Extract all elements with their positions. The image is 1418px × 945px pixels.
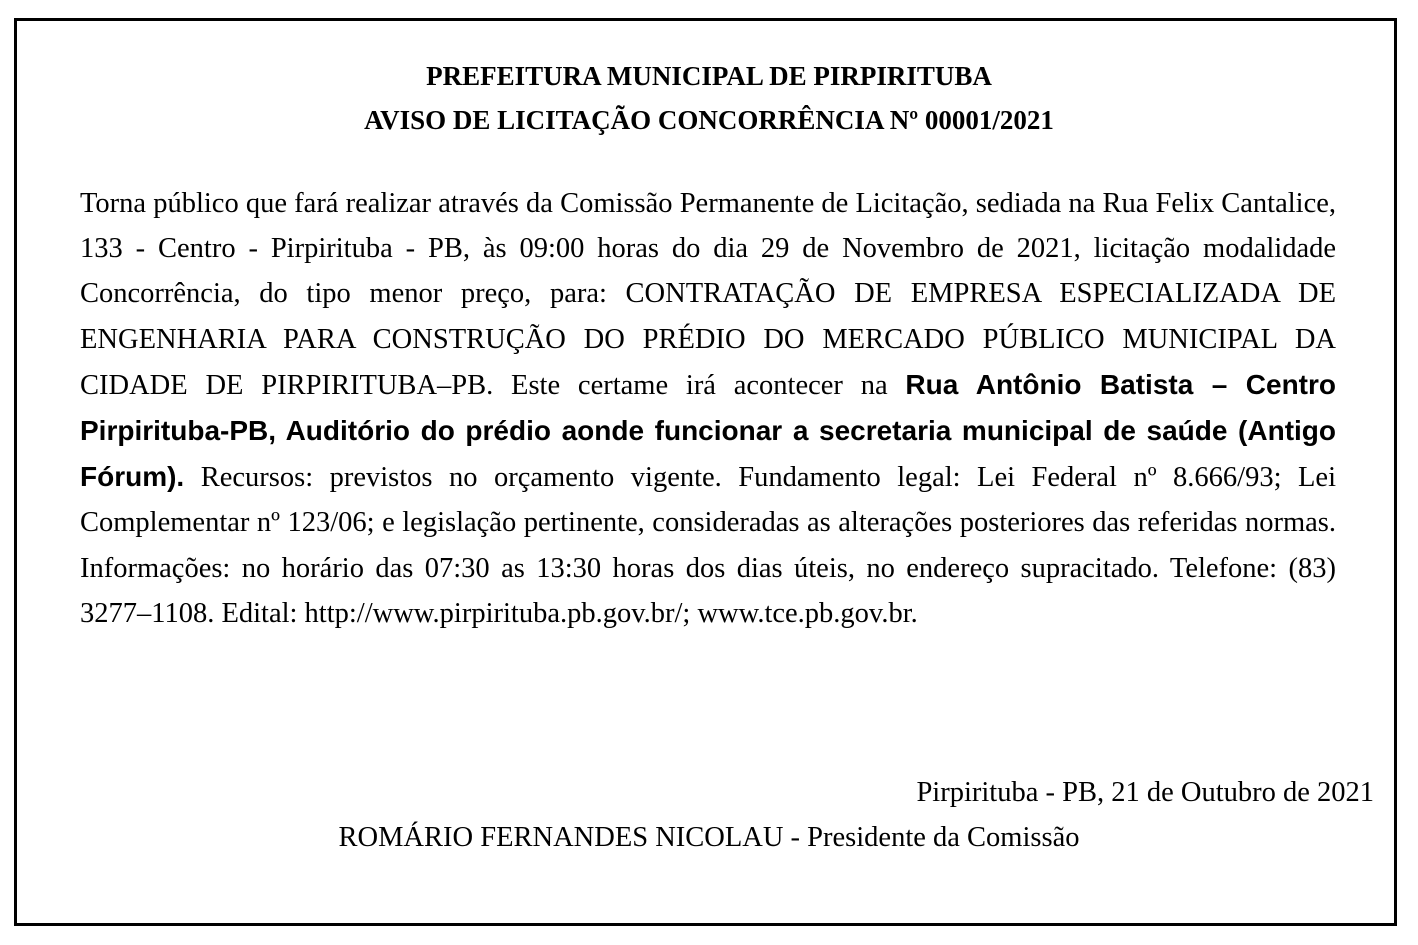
event-location: Rua Antônio Batista – Centro Pirpirituba-PB, Auditório do prédio aonde funcionar a secretaria municipal de saúde (Antigo Fórum).: [80, 368, 1336, 493]
notice-title: AVISO DE LICITAÇÃO CONCORRÊNCIA Nº 00001/2021: [364, 105, 1054, 135]
municipality-title: PREFEITURA MUNICIPAL DE PIRPIRITUBA: [426, 61, 992, 91]
place-and-date: Pirpirituba - PB, 21 de Outubro de 2021: [916, 777, 1374, 808]
notice-details-text: Recursos: previstos no orçamento vigente. Fundamento legal: Lei Federal nº 8.666/93; Lei Complementar nº 123/06; e legislação pertinente, consideradas as alterações posteriores das referidas normas. Informações: no horário das 07:30 as 13:30 horas dos dias úteis, no endereço supracitado. Telefone: (83) 3277–1108. Edital: http://www.pirpirituba.pb.gov.br/; www.tce.pb.gov.br.: [80, 462, 1336, 629]
notice-body: [80, 181, 1336, 636]
notice-header: [0, 54, 1418, 142]
notice-intro-text: Torna público que fará realizar através da Comissão Permanente de Licitação, sediada na Rua Felix Cantalice, 133 - Centro - Pirpirituba - PB, às 09:00 horas do dia 29 de Novembro de 2021, licitação modalidade Concorrência, do tipo menor preço, para: CONTRATAÇÃO DE EMPRESA ESPECIALIZADA DE ENGENHARIA PARA CONSTRUÇÃO DO PRÉDIO DO MERCADO PÚBLICO MUNICIPAL DA CIDADE DE PIRPIRITUBA–PB. Este certame irá acontecer na: [80, 188, 1336, 401]
signatory: ROMÁRIO FERNANDES NICOLAU - Presidente da Comissão: [338, 822, 1080, 853]
